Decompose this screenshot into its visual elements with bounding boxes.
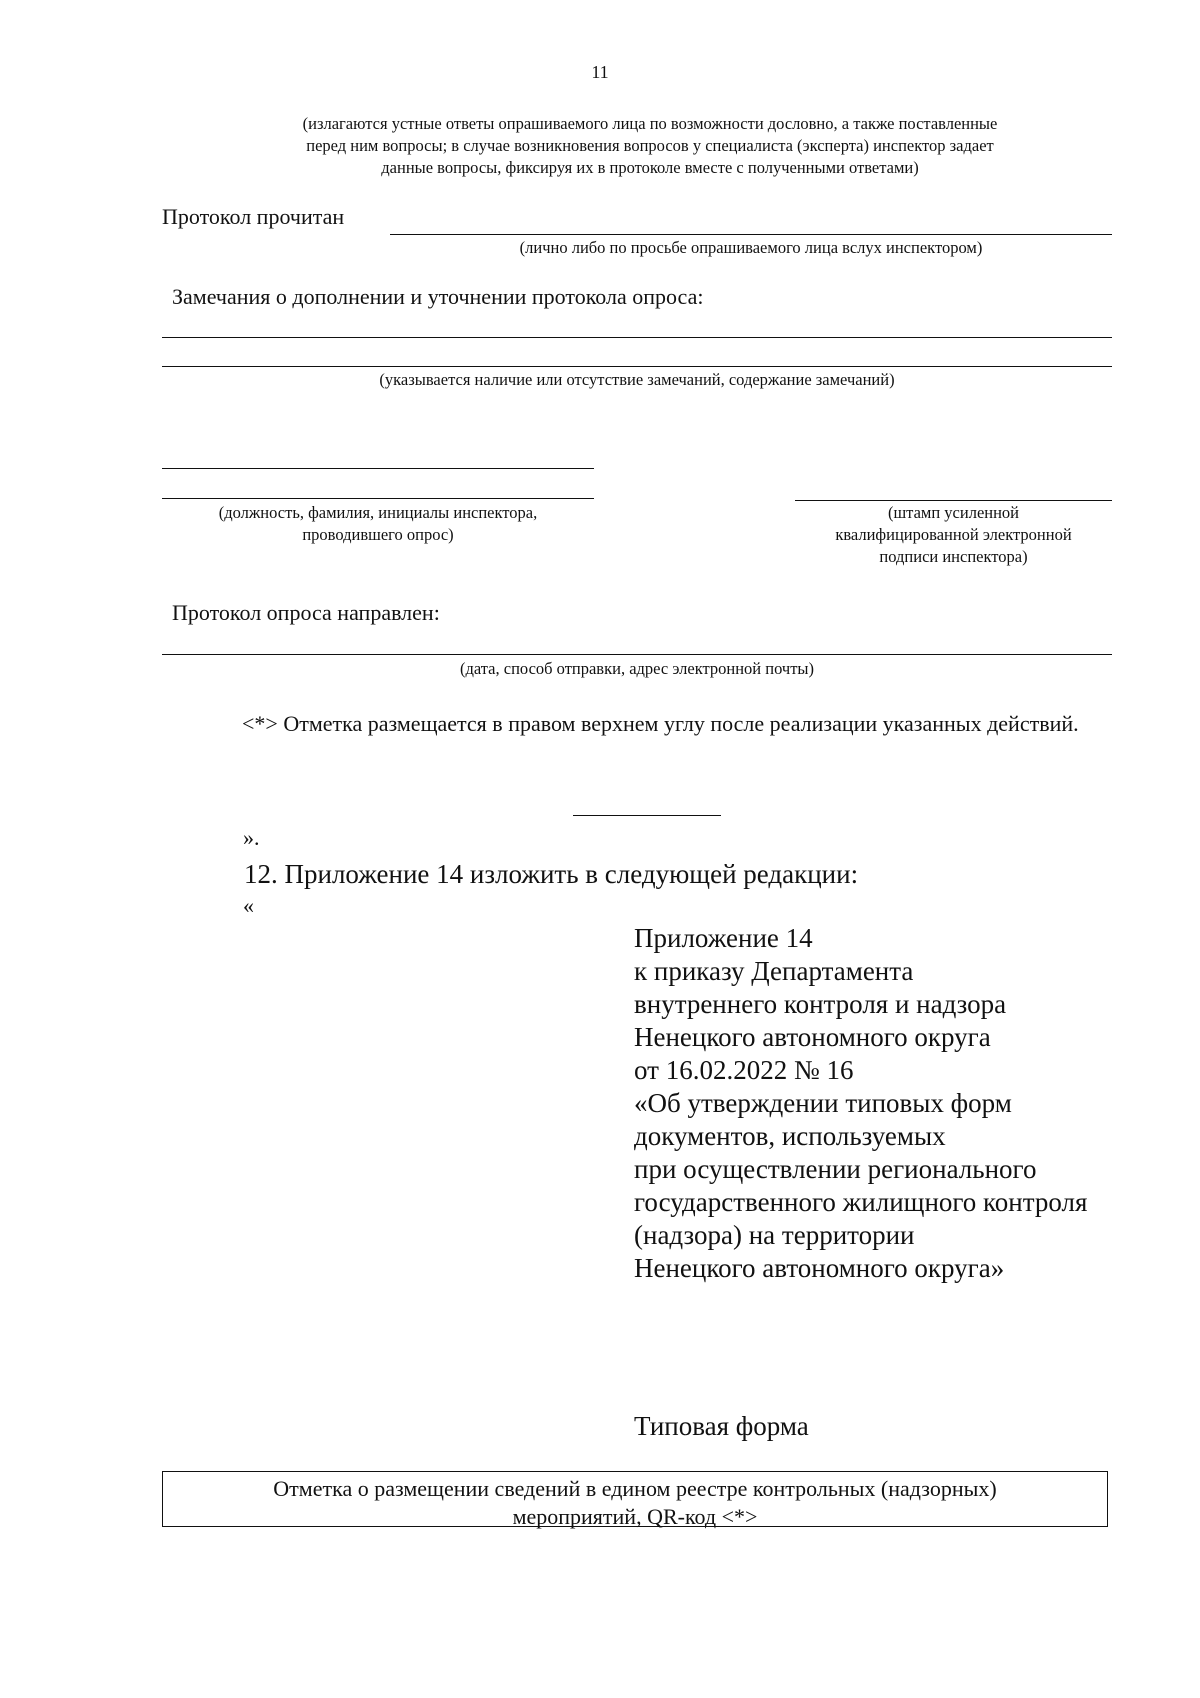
- footnote: <*> Отметка размещается в правом верхнем углу после реализации указанных действий.: [242, 711, 1079, 736]
- protocol-read-caption: (лично либо по просьбе опрашиваемого лица вслух инспектором): [519, 238, 983, 257]
- registry-box-line: мероприятий, QR-код <*>: [512, 1504, 758, 1529]
- protocol-sent-caption: (дата, способ отправки, адрес электронной почты): [459, 659, 815, 678]
- oral-answers-note-line: данные вопросы, фиксируя их в протоколе вместе с полученными ответами): [381, 158, 919, 177]
- oral-answers-note-line: перед ним вопросы; в случае возникновения вопросов у специалиста (эксперта) инспектор задает: [306, 136, 994, 155]
- inspector-caption-line: (должность, фамилия, инициалы инспектора,: [218, 503, 538, 522]
- appendix-header-line: документов, используемых: [634, 1121, 946, 1151]
- appendix-header-line: к приказу Департамента: [634, 956, 914, 986]
- appendix-header-line: государственного жилищного контроля: [634, 1187, 1088, 1217]
- inspector-line: [162, 468, 594, 469]
- stamp-line: [795, 500, 1112, 501]
- inspector-caption-line: проводившего опрос): [302, 525, 454, 544]
- stamp-caption-line: квалифицированной электронной: [835, 525, 1072, 544]
- item-12-heading: 12. Приложение 14 изложить в следующей редакции:: [244, 859, 859, 889]
- opening-quote: «: [243, 893, 254, 918]
- remarks-label: Замечания о дополнении и уточнении протокола опроса:: [172, 284, 704, 309]
- stamp-caption-line: подписи инспектора): [879, 547, 1028, 566]
- appendix-header-line: внутреннего контроля и надзора: [634, 989, 1007, 1019]
- protocol-read-line: [390, 234, 1112, 235]
- protocol-sent-line: [162, 654, 1112, 655]
- registry-box-line: Отметка о размещении сведений в едином реестре контрольных (надзорных): [273, 1476, 997, 1501]
- stamp-caption-line: (штамп усиленной: [887, 503, 1020, 522]
- remarks-line: [162, 337, 1112, 338]
- protocol-read-label: Протокол прочитан: [162, 204, 345, 229]
- oral-answers-note-line: (излагаются устные ответы опрашиваемого лица по возможности дословно, а также поставленные: [302, 114, 998, 133]
- appendix-header-line: при осуществлении регионального: [634, 1154, 1037, 1184]
- appendix-header-line: Приложение 14: [634, 923, 813, 953]
- appendix-header-line: Ненецкого автономного округа: [634, 1022, 991, 1052]
- appendix-header: [634, 922, 1087, 1285]
- closing-quote: ».: [243, 825, 260, 850]
- inspector-caption: [162, 502, 594, 546]
- form-type-label: Типовая форма: [634, 1411, 809, 1441]
- appendix-header-line: от 16.02.2022 № 16: [634, 1055, 854, 1085]
- inspector-line: [162, 498, 594, 499]
- appendix-header-line: (надзора) на территории: [634, 1220, 915, 1250]
- stamp-caption: [795, 502, 1112, 568]
- appendix-header-line: Ненецкого автономного округа»: [634, 1253, 1005, 1283]
- remarks-line: [162, 366, 1112, 367]
- remarks-caption: (указывается наличие или отсутствие замечаний, содержание замечаний): [379, 370, 895, 389]
- protocol-sent-label: Протокол опроса направлен:: [172, 600, 440, 625]
- oral-answers-note: [200, 113, 1100, 179]
- section-divider: [573, 815, 721, 816]
- page-number: 11: [591, 62, 609, 82]
- registry-box: [162, 1471, 1108, 1527]
- appendix-header-line: «Об утверждении типовых форм: [634, 1088, 1012, 1118]
